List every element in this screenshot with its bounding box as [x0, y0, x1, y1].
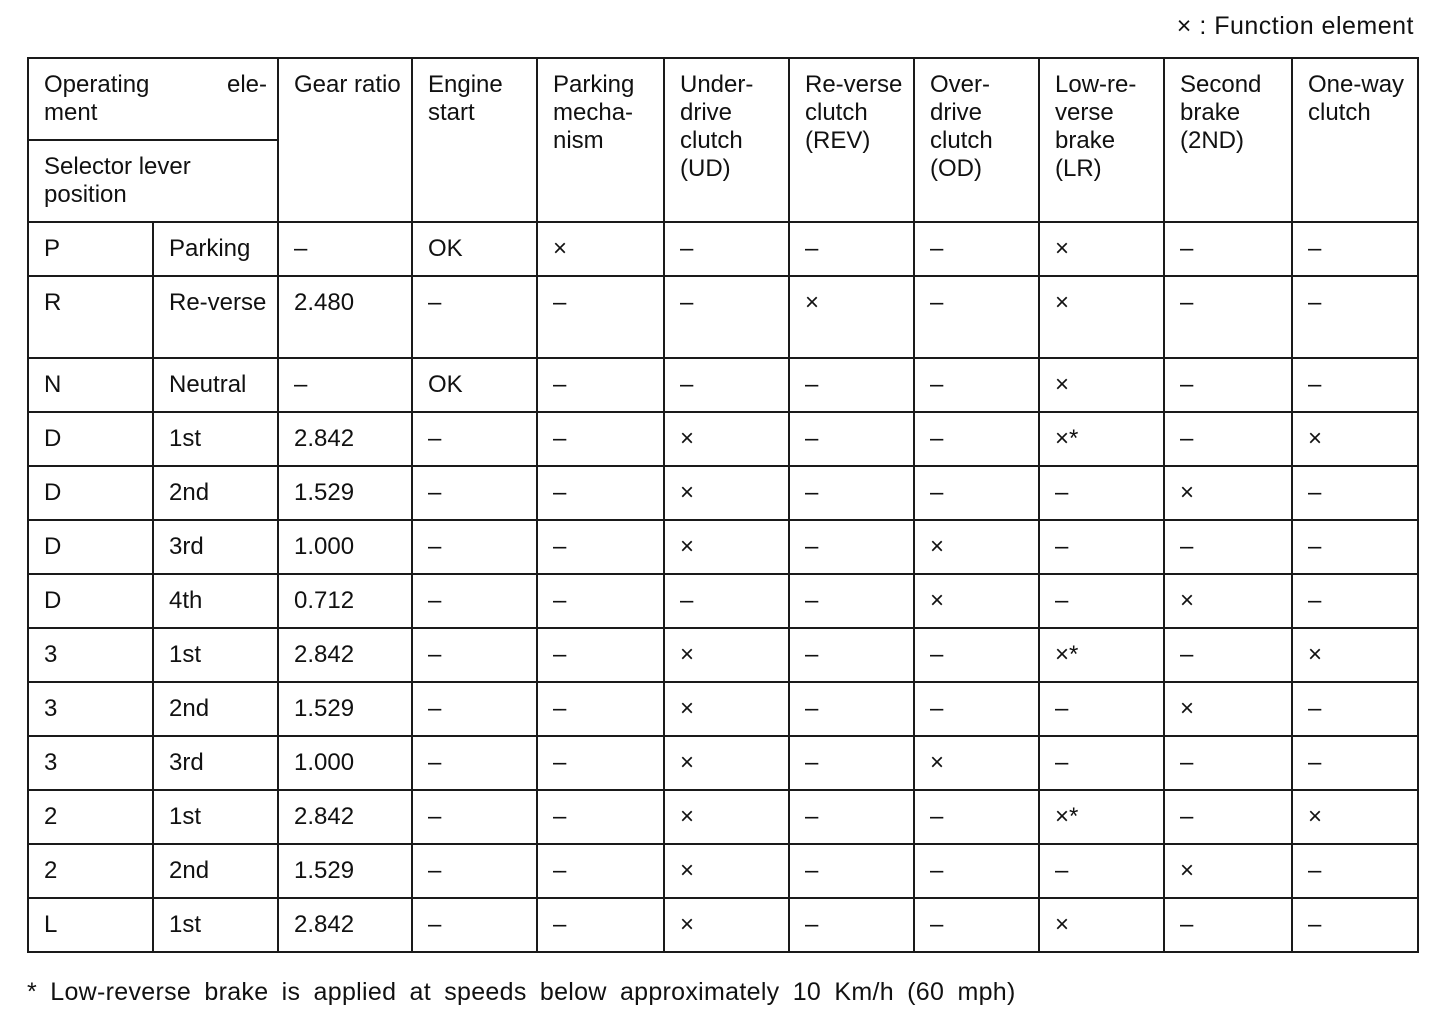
table-cell: –	[1164, 898, 1292, 952]
table-cell: –	[1039, 844, 1164, 898]
table-cell: –	[664, 276, 789, 358]
gear-cell: Parking	[153, 222, 278, 276]
table-cell: –	[789, 520, 914, 574]
table-cell: –	[789, 222, 914, 276]
operating-element-header	[28, 58, 278, 140]
table-cell: –	[1292, 682, 1418, 736]
table-cell: –	[789, 574, 914, 628]
table-cell: ×	[914, 736, 1039, 790]
table-cell: –	[1292, 736, 1418, 790]
table-cell: –	[537, 276, 664, 358]
table-cell: ×	[1292, 790, 1418, 844]
table-cell: ×	[1292, 412, 1418, 466]
table-cell: –	[664, 222, 789, 276]
table-cell: –	[278, 358, 412, 412]
table-cell: –	[789, 628, 914, 682]
table-cell: –	[1292, 520, 1418, 574]
table-cell: –	[537, 358, 664, 412]
col-header-gear-ratio: Gear ratio	[278, 58, 412, 222]
table-row	[28, 682, 1418, 736]
table-row	[28, 276, 1418, 358]
table-cell: ×	[664, 520, 789, 574]
table-cell: 1.000	[278, 520, 412, 574]
table-cell: –	[412, 412, 537, 466]
table-cell: ×	[1164, 682, 1292, 736]
gear-cell: Neutral	[153, 358, 278, 412]
table-cell: –	[1292, 844, 1418, 898]
table-cell: –	[1039, 736, 1164, 790]
col-header-one-way-clutch: One-way clutch	[1292, 58, 1418, 222]
table-cell: –	[914, 276, 1039, 358]
gear-cell: 2nd	[153, 682, 278, 736]
table-cell: –	[789, 466, 914, 520]
table-cell: –	[537, 520, 664, 574]
selector-position-cell: D	[28, 520, 153, 574]
table-cell: –	[537, 736, 664, 790]
table-cell: –	[412, 520, 537, 574]
table-cell: –	[537, 466, 664, 520]
table-cell: ×	[664, 844, 789, 898]
table-cell: ×	[1164, 844, 1292, 898]
col-header-parking-mechanism: Parking mecha-nism	[537, 58, 664, 222]
table-row	[28, 844, 1418, 898]
table-cell: –	[914, 222, 1039, 276]
table-cell: –	[1039, 520, 1164, 574]
selector-position-cell: D	[28, 412, 153, 466]
table-cell: –	[412, 898, 537, 952]
table-cell: 2.480	[278, 276, 412, 358]
table-cell: –	[537, 412, 664, 466]
table-cell: ×*	[1039, 790, 1164, 844]
table-cell: 1.000	[278, 736, 412, 790]
gear-cell: 1st	[153, 790, 278, 844]
table-row	[28, 790, 1418, 844]
table-cell: 1.529	[278, 466, 412, 520]
selector-position-cell: 2	[28, 844, 153, 898]
table-cell: ×	[1039, 276, 1164, 358]
table-cell: –	[789, 682, 914, 736]
table-cell: –	[1292, 898, 1418, 952]
table-cell: ×	[664, 628, 789, 682]
table-cell: ×	[1164, 574, 1292, 628]
table-cell: –	[1164, 520, 1292, 574]
table-cell: –	[1292, 276, 1418, 358]
table-cell: –	[537, 790, 664, 844]
table-cell: –	[1039, 682, 1164, 736]
table-cell: –	[789, 412, 914, 466]
table-cell: –	[664, 574, 789, 628]
table-row	[28, 222, 1418, 276]
table-cell: 2.842	[278, 898, 412, 952]
table-cell: ×	[789, 276, 914, 358]
col-header-engine-start: Engine start	[412, 58, 537, 222]
transmission-element-table	[27, 57, 1419, 953]
table-cell: ×	[1039, 222, 1164, 276]
header-row	[28, 58, 1418, 140]
table-cell: ×	[664, 466, 789, 520]
table-cell: –	[537, 898, 664, 952]
gear-cell: 3rd	[153, 736, 278, 790]
selector-position-cell: 3	[28, 682, 153, 736]
selector-lever-header: Selector lever position	[28, 140, 278, 222]
table-cell: ×	[1039, 898, 1164, 952]
gear-cell: 1st	[153, 412, 278, 466]
col-header-low-reverse-brake: Low-re-verse brake (LR)	[1039, 58, 1164, 222]
table-cell: –	[412, 276, 537, 358]
table-cell: –	[789, 844, 914, 898]
table-cell: ×	[664, 898, 789, 952]
table-cell: –	[412, 682, 537, 736]
table-row	[28, 412, 1418, 466]
gear-cell: 4th	[153, 574, 278, 628]
table-row	[28, 736, 1418, 790]
table-cell: –	[914, 412, 1039, 466]
col-header-reverse-clutch: Re-verse clutch (REV)	[789, 58, 914, 222]
gear-cell: Re-verse	[153, 276, 278, 358]
selector-position-cell: 3	[28, 628, 153, 682]
table-cell: –	[412, 844, 537, 898]
table-cell: ×*	[1039, 628, 1164, 682]
table-cell: 1.529	[278, 844, 412, 898]
table-cell: 2.842	[278, 412, 412, 466]
table-cell: ×*	[1039, 412, 1164, 466]
table-cell: –	[537, 844, 664, 898]
table-cell: –	[1039, 466, 1164, 520]
col-header-overdrive-clutch: Over-drive clutch (OD)	[914, 58, 1039, 222]
selector-position-cell: D	[28, 574, 153, 628]
table-cell: –	[1039, 574, 1164, 628]
table-cell: –	[914, 628, 1039, 682]
col-header-underdrive-clutch: Under-drive clutch (UD)	[664, 58, 789, 222]
table-cell: 0.712	[278, 574, 412, 628]
table-cell: –	[914, 898, 1039, 952]
table-cell: ×	[1164, 466, 1292, 520]
table-cell: 2.842	[278, 628, 412, 682]
table-cell: –	[1164, 222, 1292, 276]
table-cell: –	[914, 790, 1039, 844]
table-row	[28, 898, 1418, 952]
table-cell: ×	[1292, 628, 1418, 682]
table-cell: –	[1164, 628, 1292, 682]
table-cell: –	[1164, 412, 1292, 466]
operating-element-label-b: ele-	[226, 71, 267, 98]
table-cell: –	[537, 628, 664, 682]
table-cell: –	[1292, 466, 1418, 520]
operating-element-label-a: Operating	[44, 71, 150, 98]
table-cell: –	[1164, 790, 1292, 844]
selector-position-cell: L	[28, 898, 153, 952]
footnote: * Low-reverse brake is applied at speeds below approximately 10 Km/h (60 mph)	[27, 978, 1016, 1006]
selector-position-cell: R	[28, 276, 153, 358]
gear-cell: 1st	[153, 898, 278, 952]
selector-position-cell: 3	[28, 736, 153, 790]
table-cell: ×	[914, 574, 1039, 628]
table-cell: –	[914, 682, 1039, 736]
table-cell: ×	[914, 520, 1039, 574]
table-cell: –	[1164, 276, 1292, 358]
table-cell: 1.529	[278, 682, 412, 736]
table-cell: –	[537, 682, 664, 736]
table-cell: ×	[1039, 358, 1164, 412]
table-cell: –	[1292, 574, 1418, 628]
table-cell: –	[1164, 358, 1292, 412]
function-element-legend: × : Function element	[1176, 12, 1414, 40]
table-cell: –	[914, 358, 1039, 412]
table-cell: –	[278, 222, 412, 276]
table-body	[28, 58, 1418, 952]
table-row	[28, 520, 1418, 574]
table-cell: –	[412, 574, 537, 628]
operating-element-label-c: ment	[44, 99, 98, 126]
table-cell: –	[914, 466, 1039, 520]
table-cell: –	[789, 790, 914, 844]
table-cell: ×	[664, 736, 789, 790]
table-row	[28, 466, 1418, 520]
table-cell: –	[412, 628, 537, 682]
table-cell: –	[1164, 736, 1292, 790]
table-cell: –	[412, 790, 537, 844]
table-cell: OK	[412, 358, 537, 412]
table-cell: –	[1292, 358, 1418, 412]
table-row	[28, 358, 1418, 412]
gear-cell: 2nd	[153, 844, 278, 898]
col-header-second-brake: Second brake (2ND)	[1164, 58, 1292, 222]
table-cell: –	[789, 898, 914, 952]
table-cell: –	[789, 736, 914, 790]
table-row	[28, 628, 1418, 682]
selector-position-cell: N	[28, 358, 153, 412]
table-cell: ×	[664, 682, 789, 736]
table-cell: –	[412, 736, 537, 790]
table-cell: 2.842	[278, 790, 412, 844]
gear-cell: 2nd	[153, 466, 278, 520]
table-cell: –	[914, 844, 1039, 898]
table-cell: –	[412, 466, 537, 520]
table-cell: –	[537, 574, 664, 628]
gear-cell: 3rd	[153, 520, 278, 574]
table-cell: –	[789, 358, 914, 412]
table-cell: –	[664, 358, 789, 412]
table-cell: –	[1292, 222, 1418, 276]
table-cell: ×	[664, 790, 789, 844]
table-cell: ×	[537, 222, 664, 276]
selector-position-cell: D	[28, 466, 153, 520]
selector-position-cell: P	[28, 222, 153, 276]
table-cell: ×	[664, 412, 789, 466]
gear-cell: 1st	[153, 628, 278, 682]
selector-position-cell: 2	[28, 790, 153, 844]
table-row	[28, 574, 1418, 628]
table-cell: OK	[412, 222, 537, 276]
